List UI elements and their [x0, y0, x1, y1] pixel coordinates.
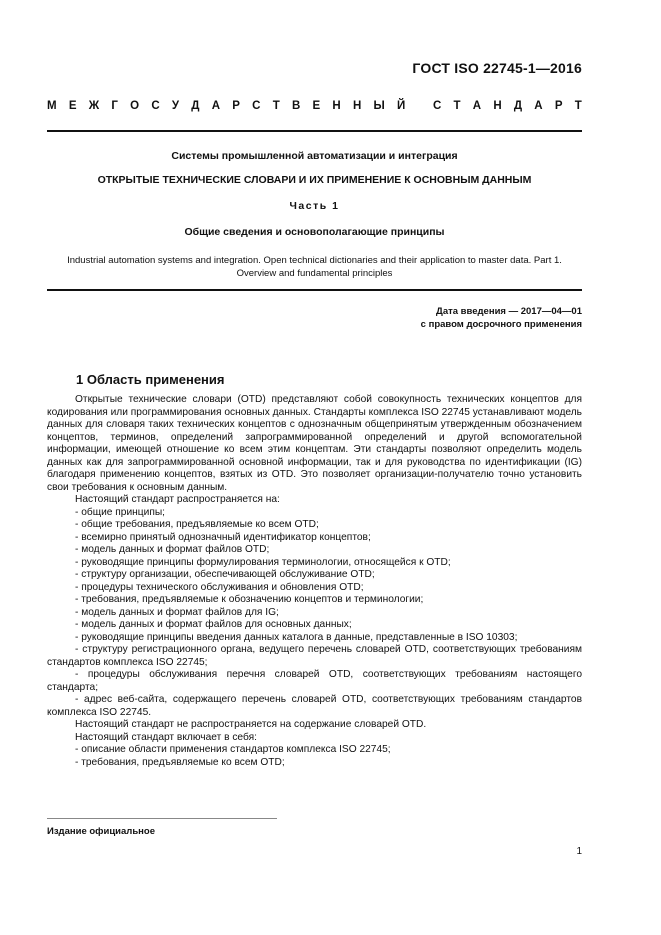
introduction-date	[421, 305, 582, 331]
paragraph: Настоящий стандарт распространяется на:	[75, 494, 280, 505]
title-rule	[47, 289, 582, 291]
english-title-line-2: Overview and fundamental principles	[236, 268, 393, 279]
heading-letter: Т	[272, 100, 280, 112]
list-item: - процедуры обслуживания перечня словарей OTD, соответствующих требованиям настоящего стандарта;	[47, 669, 582, 693]
letter-gap	[418, 100, 421, 112]
subtitle: Общие сведения и основополагающие принципы	[184, 226, 445, 238]
heading-letter: Ы	[373, 100, 385, 112]
heading-letter: Д	[191, 100, 200, 112]
list-item: - общие принципы;	[75, 506, 165, 518]
heading-letter: Е	[312, 100, 321, 112]
heading-letter: Г	[111, 100, 118, 112]
list-item: - руководящие принципы формулирования терминологии, относящейся к OTD;	[75, 556, 451, 568]
list-item: - общие требования, предъявляемые ко всем OTD;	[75, 519, 319, 530]
list-item: - структуру регистрационного органа, ведущего перечень словарей OTD, соответствующих требованиям стандартов комплекса ISO 22745;	[47, 644, 582, 668]
paragraph: Открытые технические словари (OTD) представляют собой совокупность технических концептов для кодирования или программирования основных данных. Стандарты комплекса ISO 22745 устанавливают модель данных для словаря таких технических концептов с однозначным общепринятым утвержденным обозначением концептов, терминов, определений запрограммированной определений и другой вспомогательной информации, имеющей отношение ко всем этим концептам. Эти стандарты позволяют определить модель данных как для запрограммированной основной информации, так и для руководства по идентификации (IG) благодаря применению концептов, взятых из OTD. Это позволяет организации-получателю точно установить свои требования к основным данным.	[47, 394, 582, 493]
heading-letter: Т	[453, 100, 461, 112]
footer-rule	[47, 818, 277, 819]
list-item: - руководящие принципы введения данных каталога в данные, представленные в ISO 10303;	[75, 631, 518, 643]
edition-label: Издание официальное	[47, 826, 155, 837]
english-title	[47, 254, 582, 280]
heading-letter: Д	[513, 100, 523, 112]
heading-letter: Р	[232, 100, 240, 112]
paragraph: Настоящий стандарт не распространяется на содержание словарей OTD.	[75, 719, 427, 730]
list-item: - структуру организации, обеспечивающей обслуживание OTD;	[75, 569, 375, 580]
paragraph: Настоящий стандарт включает в себя:	[75, 731, 257, 743]
page-number: 1	[576, 846, 582, 857]
heading-letter: С	[252, 100, 261, 112]
heading-letter: С	[432, 100, 442, 112]
heading-letter: Т	[574, 100, 582, 112]
heading-letter: О	[130, 100, 140, 112]
section-title: 1 Область применения	[76, 372, 225, 387]
list-item: - процедуры технического обслуживания и обновления OTD;	[75, 581, 364, 593]
heading-letter: Й	[397, 100, 406, 112]
list-item: - модель данных и формат файлов OTD;	[75, 544, 270, 555]
heading-letter: А	[472, 100, 482, 112]
introduction-date-line: Дата введения — 2017—04—01	[436, 306, 582, 317]
list-item: - требования, предъявляемые ко всем OTD;	[75, 756, 285, 768]
heading-letter: В	[291, 100, 301, 112]
series-title: Системы промышленной автоматизации и интеграция	[171, 150, 458, 162]
list-item: - описание области применения стандартов комплекса ISO 22745;	[75, 744, 391, 755]
english-title-line-1: Industrial automation systems and integration. Open technical dictionaries and their application to master data. Part 1.	[67, 255, 562, 266]
list-item: - адрес веб-сайта, содержащего перечень словарей OTD, соответствующих требованиям стандартов комплекса ISO 22745.	[47, 694, 582, 718]
heading-letter: А	[534, 100, 543, 112]
heading-letter: А	[211, 100, 221, 112]
heading-letter: С	[151, 100, 160, 112]
part-title: Часть 1	[289, 200, 340, 212]
heading-letter: М	[47, 100, 57, 112]
list-item: - требования, предъявляемые к обозначению концептов и терминологии;	[75, 594, 424, 605]
list-item: - всемирно принятый однозначный идентификатор концептов;	[75, 531, 371, 543]
list-item: - модель данных и формат файлов для IG;	[75, 606, 279, 618]
header-rule	[47, 130, 582, 132]
heading-letter: Е	[68, 100, 77, 112]
section-body	[47, 394, 582, 769]
heading-letter: Н	[352, 100, 362, 112]
standard-number: ГОСТ ISO 22745-1—2016	[412, 60, 582, 76]
interstate-standard-heading	[47, 100, 582, 112]
early-application-line: с правом досрочного применения	[420, 319, 582, 330]
heading-letter: Ж	[88, 100, 100, 112]
heading-letter: У	[171, 100, 180, 112]
heading-letter: Н	[493, 100, 502, 112]
main-title: ОТКРЫТЫЕ ТЕХНИЧЕСКИЕ СЛОВАРИ И ИХ ПРИМЕНЕНИЕ К ОСНОВНЫМ ДАННЫМ	[97, 174, 532, 186]
list-item: - модель данных и формат файлов для основных данных;	[75, 619, 352, 630]
heading-letter: Н	[332, 100, 341, 112]
heading-letter: Р	[554, 100, 563, 112]
